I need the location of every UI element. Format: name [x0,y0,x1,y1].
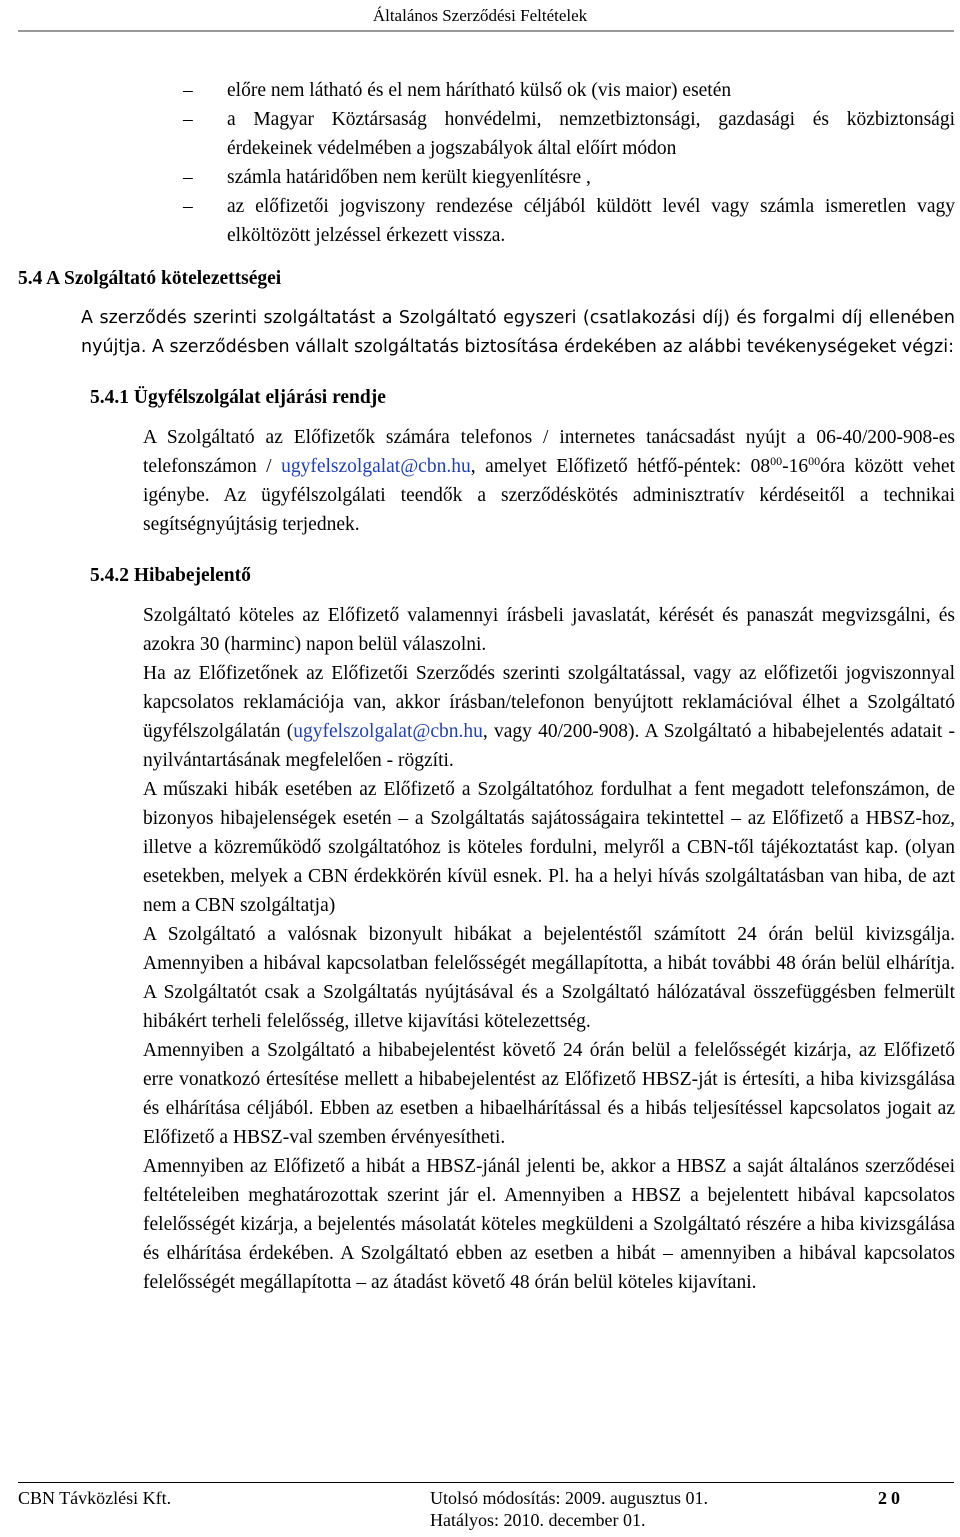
superscript: 00 [808,454,821,468]
dash-bullet: – [183,196,193,217]
list-item-text: a Magyar Köztársaság honvédelmi, nemzetbiztonsági, gazdasági és közbiztonsági érdekeinek védelmében a jogszabályok által előírt módon [227,109,955,159]
document-body [0,76,960,1297]
list-item-text: számla határidőben nem került kiegyenlítésre , [227,167,591,188]
footer-last-modified: Utolsó módosítás: 2009. augusztus 01. [430,1488,708,1508]
section-5-4-2-paragraph-6: Amennyiben az Előfizető a hibát a HBSZ-jánál jelenti be, akkor a HBSZ a saját általános szerződései feltételeiben meghatározottak szerint jár el. Amennyiben a HBSZ a bejelentett hibával kapcsolatos felelősségét kizárja, a bejelentés másolatát köteles megküldeni a Szolgáltató részére a hiba kivizsgálása és elhárítása érdekében. A Szolgáltató ebben az esetben a hibát – amennyiben a hibával kapcsolatos felelősségét megállapította – az átadást követő 48 órán belül köteles kijavítani. [143,1156,955,1293]
section-heading-5-4: 5.4 A Szolgáltató kötelezettségei [18,268,282,289]
bullet-list [0,76,960,250]
header-divider [18,30,954,32]
list-item-text: előre nem látható és el nem hárítható külső ok (vis maior) esetén [227,80,732,101]
list-item [0,163,960,192]
section-5-4-2-paragraph-4: A Szolgáltató a valósnak bizonyult hibákat a bejelentéstől számított 24 órán belül kivizsgálja. Amennyiben a hibával kapcsolatban felelősségét megállapította, a hibát további 48 órán belül elhárítja. A Szolgáltatót csak a Szolgáltatás nyújtásával és a Szolgáltató hálózatával összefüggésben felmerült hibákért terheli felelősség, illetve kijavítási kötelezettség. [143,924,955,1032]
list-item [0,192,960,250]
superscript: 00 [770,454,783,468]
section-heading-5-4-2: 5.4.2 Hibabejelentő [90,565,251,586]
section-5-4-2-paragraph-1: Szolgáltató köteles az Előfizető valamennyi írásbeli javaslatát, kérését és panaszát megvizsgálni, és azokra 30 (harminc) napon belül válaszolni. [143,605,955,655]
paragraph-text: Ha az Előfizetőnek az Előfizetői Szerződés szerinti szolgáltatással, vagy az előfizetői jogviszonnyal kapcsolatos reklamációja van, akkor írásban/telefonon benyújtott reklamációval élhet a Szolgáltató ügyfélszolgálatán ( [143,663,955,742]
section-5-4-intro: A szerződés szerinti szolgáltatást a Szolgáltató egyszeri (csatlakozási díj) és forgalmi díj ellenében nyújtja. A szerződésben vállalt szolgáltatás biztosítása érdekében az alábbi tevékenységeket végzi: [81,308,955,357]
page-header-title: Általános Szerződési Feltételek [372,6,588,25]
list-item [0,76,960,105]
paragraph-text: , amelyet Előfizető hétfő-péntek: 08 [470,456,771,477]
footer-divider [18,1482,954,1483]
list-item-text: az előfizetői jogviszony rendezése céljából küldött levél vagy számla ismeretlen vagy elköltözött jelzéssel érkezett vissza. [227,196,955,246]
dash-bullet: – [183,80,193,101]
page-number: 20 [878,1488,904,1508]
paragraph-text: -16 [782,456,809,477]
dash-bullet: – [183,109,193,130]
footer-effective-date: Hatályos: 2010. december 01. [430,1510,646,1530]
dash-bullet: – [183,167,193,188]
footer-company: CBN Távközlési Kft. [18,1488,172,1508]
section-5-4-1-paragraph [143,423,955,539]
email-link[interactable]: ugyfelszolgalat@cbn.hu [281,456,471,477]
section-5-4-2-paragraph-5: Amennyiben a Szolgáltató a hibabejelentést követő 24 órán belül a felelősségét kizárja, az Előfizető erre vonatkozó értesítése mellett a hibabejelentést az Előfizető HBSZ-ját is értesíti, a hiba kivizsgálása és elhárítása céljából. Ebben az esetben a hibaelhárítással és a hibás teljesítéssel kapcsolatos jogait az Előfizető a HBSZ-val szemben érvényesítheti. [143,1040,955,1148]
paragraph-text: A Szolgáltató az Előfizetők számára telefonos / internetes tanácsadást nyújt a 06-40/200-908-es telefonszámon / [143,427,955,477]
paragraph-text: óra között vehet igénybe. Az ügyfélszolgálati teendők a szerződéskötés adminisztratív kérdéseitől a technikai segítségnyújtásig terjednek. [143,456,955,535]
paragraph-text: , vagy 40/200-908). A Szolgáltató a hibabejelentés adatait - nyilvántartásának megfelelően - rögzíti. [143,721,955,771]
list-item [0,105,960,163]
section-heading-5-4-1: 5.4.1 Ügyfélszolgálat eljárási rendje [90,387,386,408]
section-5-4-2-paragraph-2 [143,659,955,775]
email-link[interactable]: ugyfelszolgalat@cbn.hu [293,721,483,742]
section-5-4-2-paragraph-3: A műszaki hibák esetében az Előfizető a Szolgáltatóhoz fordulhat a fent megadott telefonszámon, de bizonyos hibajelenségek esetén – a Szolgáltatás sajátosságaira tekintettel – az Előfizető a HBSZ-hoz, illetve a közreműködő szolgáltatóhoz is köteles fordulni, melyről a CBN-től tájékoztatást kap. (olyan esetekben, melyek a CBN érdekkörén kívül esnek. Pl. ha a helyi hívás szolgáltatásban van hiba, de azt nem a CBN szolgáltatja) [143,779,955,916]
